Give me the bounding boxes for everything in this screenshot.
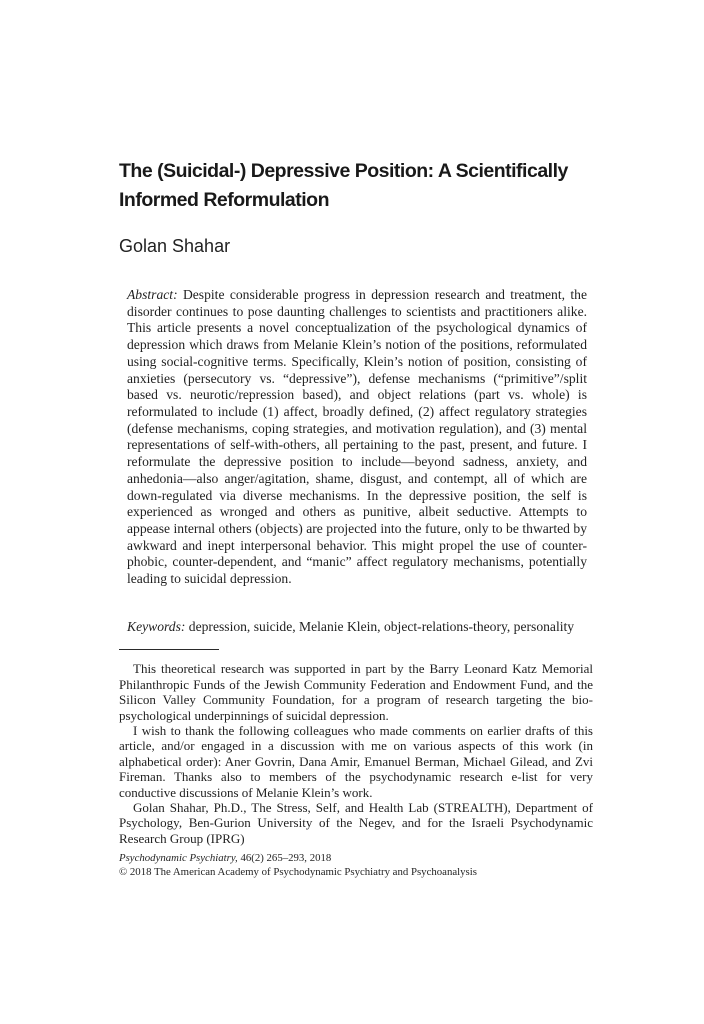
keywords-label: Keywords: [127,618,189,634]
page-content [119,144,593,880]
footnotes [119,661,593,846]
article-title-line-2: Informed Reformulation [119,189,330,212]
journal-citation-line [119,852,593,866]
author-name: Golan Shahar [119,236,231,257]
footnote-funding: This theoretical research was supported in part by the Barry Leonard Katz Memorial Philanthropic Funds of the Jewish Community Federation and Endowment Fund, and the Silicon Valley Community Foundation, for a program of research targeting the bio-psychological underpinnings of suicidal depression. [119,661,593,723]
keywords [119,619,593,636]
abstract-label: Abstract: [127,287,183,303]
footnote-acknowledgments: I wish to thank the following colleagues who made comments on earlier drafts of this article, and/or engaged in a discussion with me on various aspects of this work (in alphabetical order): Aner Govrin, Dana Amir, Emanuel Berman, Michael Gilead, and Zvi Fireman. Thanks also to members of the psychodynamic research e-list for very conductive discussions of Melanie Klein’s work. [119,722,593,800]
article-title-line-1: The (Suicidal-) Depressive Position: A Scientifically [119,160,568,183]
copyright-line: © 2018 The American Academy of Psychodynamic Psychiatry and Psychoanalysis [119,865,477,878]
article-title [119,157,593,215]
keywords-text: depression, suicide, Melanie Klein, object-relations-theory, personality [188,618,575,634]
abstract-text: Despite considerable progress in depression research and treatment, the disorder continues to pose daunting challenges to scientists and practitioners alike. This article presents a novel conceptualization of the psychological dynamics of depression which draws from Melanie Klein’s notion of the positions, reformulated using social-cognitive terms. Specifically, Klein’s notion of position, consisting of anxieties (persecutory vs. “depressive”), defense mechanisms (“primitive”/split based vs. neurotic/repression based), and object relations (part vs. whole) is reformulated to include (1) affect, broadly defined, (2) affect regulatory strategies (defense mechanisms, coping strategies, and motivation regulation), and (3) mental representations of self-with-others, all pertaining to the past, present, and future. I reformulate the depressive position to include—beyond sadness, anxiety, and anhedonia—also anger/agitation, shame, disgust, and contempt, all of which are down-regulated via diverse mechanisms. In the depressive position, the self is experienced as wronged and others as punitive, albeit seductive. Attempts to appease internal others (objects) are projected into the future, only to be thwarted by awkward and inept interpersonal behavior. This might propel the use of counter-phobic, counter-dependent, and “manic” affect regulatory mechanisms, potentially leading to suicidal depression. [127,287,587,587]
publication-info [119,852,593,880]
footnote-separator-rule [119,649,219,650]
abstract [119,287,593,588]
journal-name: Psychodynamic Psychiatry, [119,852,238,865]
footnote-author-affiliation: Golan Shahar, Ph.D., The Stress, Self, and Health Lab (STREALTH), Department of Psychology, Ben-Gurion University of the Negev, and for the Israeli Psychodynamic Research Group (IPRG) [119,799,593,846]
journal-citation: 46(2) 265–293, 2018 [240,852,332,865]
